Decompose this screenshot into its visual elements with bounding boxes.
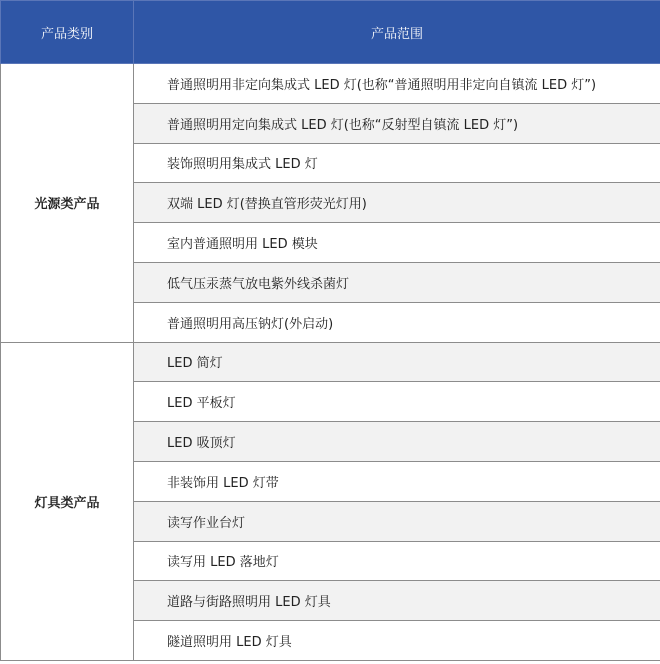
scope-cell: 低气压汞蒸气放电紫外线杀菌灯 [134, 262, 660, 302]
scope-cell: 道路与街路照明用 LED 灯具 [134, 581, 660, 621]
header-row [1, 1, 660, 64]
scope-cell: 装饰照明用集成式 LED 灯 [134, 143, 660, 183]
table-row [1, 342, 660, 382]
header-category: 产品类别 [1, 1, 134, 64]
scope-cell: LED 吸顶灯 [134, 422, 660, 462]
scope-cell: 读写作业台灯 [134, 501, 660, 541]
scope-cell: 普通照明用高压钠灯(外启动) [134, 302, 660, 342]
scope-cell: LED 平板灯 [134, 382, 660, 422]
scope-cell: 读写用 LED 落地灯 [134, 541, 660, 581]
scope-cell: 普通照明用定向集成式 LED 灯(也称“反射型自镇流 LED 灯”) [134, 103, 660, 143]
scope-cell: 非装饰用 LED 灯带 [134, 461, 660, 501]
header-scope: 产品范围 [134, 1, 660, 64]
scope-cell: LED 简灯 [134, 342, 660, 382]
table-row [1, 64, 660, 104]
scope-cell: 隧道照明用 LED 灯具 [134, 621, 660, 661]
scope-cell: 双端 LED 灯(替换直管形荧光灯用) [134, 183, 660, 223]
scope-cell: 普通照明用非定向集成式 LED 灯(也称“普通照明用非定向自镇流 LED 灯”) [134, 64, 660, 104]
scope-cell: 室内普通照明用 LED 模块 [134, 223, 660, 263]
category-cell-light-source: 光源类产品 [1, 64, 134, 343]
category-cell-luminaire: 灯具类产品 [1, 342, 134, 660]
